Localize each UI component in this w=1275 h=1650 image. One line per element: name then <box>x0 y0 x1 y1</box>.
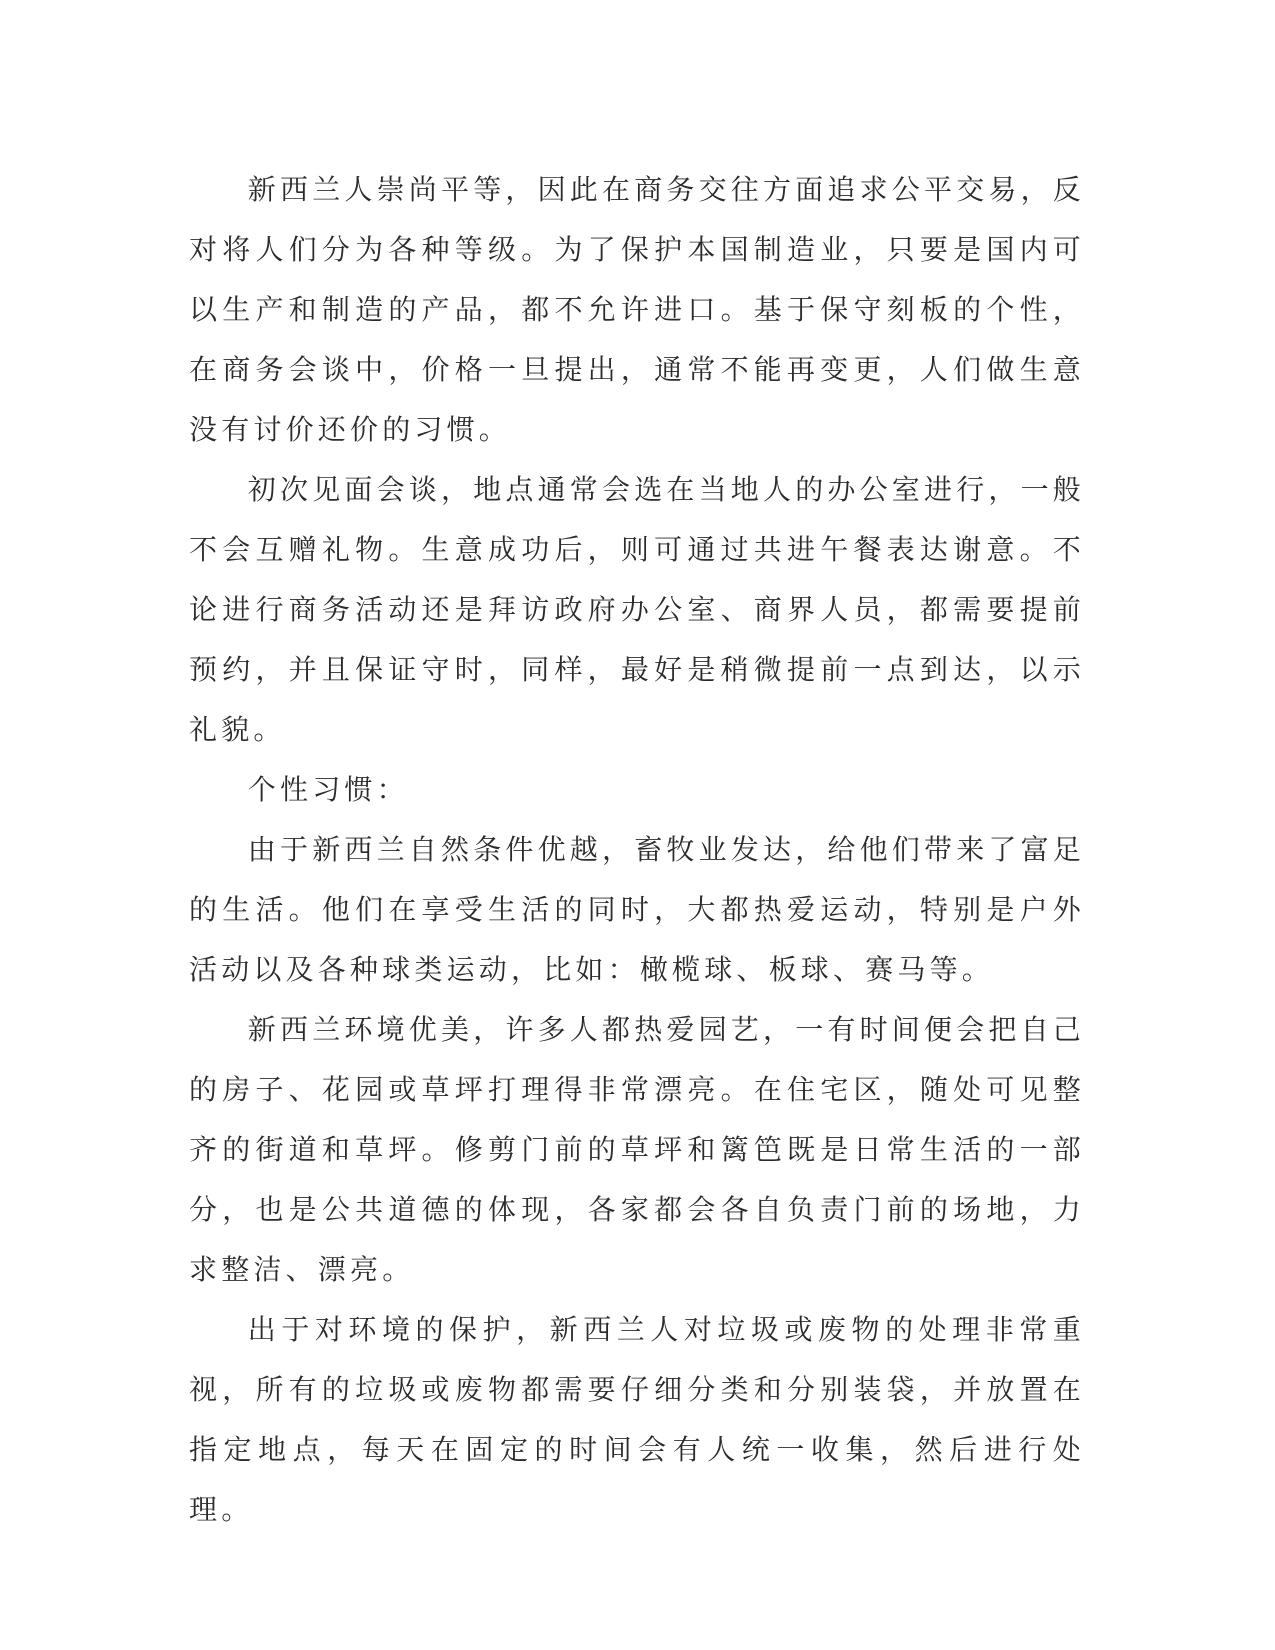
section-heading-personal-habits: 个性习惯： <box>247 773 409 806</box>
paragraph-waste-handling: 出于对环境的保护，新西兰人对垃圾或废物的处理非常重视，所有的垃圾或废物都需要仔细分类和分别装袋，并放置在指定地点，每天在固定的时间会有人统一收集，然后进行处理。 <box>189 1313 1085 1526</box>
paragraph-business-equality: 新西兰人崇尚平等，因此在商务交往方面追求公平交易，反对将人们分为各种等级。为了保护本国制造业，只要是国内可以生产和制造的产品，都不允许进口。基于保守刻板的个性，在商务会谈中，价格一旦提出，通常不能再变更，人们做生意没有讨价还价的习惯。 <box>189 173 1085 446</box>
paragraph-gardening: 新西兰环境优美，许多人都热爱园艺，一有时间便会把自己的房子、花园或草坪打理得非常漂亮。在住宅区，随处可见整齐的街道和草坪。修剪门前的草坪和篱笆既是日常生活的一部分，也是公共道德的体现，各家都会各自负责门前的场地，力求整洁、漂亮。 <box>189 1013 1085 1286</box>
paragraph-first-meeting: 初次见面会谈，地点通常会选在当地人的办公室进行，一般不会互赠礼物。生意成功后，则可通过共进午餐表达谢意。不论进行商务活动还是拜访政府办公室、商界人员，都需要提前预约，并且保证守时，同样，最好是稍微提前一点到达，以示礼貌。 <box>189 473 1085 746</box>
document-body <box>189 160 1085 1540</box>
paragraph-sports: 由于新西兰自然条件优越，畜牧业发达，给他们带来了富足的生活。他们在享受生活的同时，大都热爱运动，特别是户外活动以及各种球类运动，比如：橄榄球、板球、赛马等。 <box>189 833 1085 986</box>
